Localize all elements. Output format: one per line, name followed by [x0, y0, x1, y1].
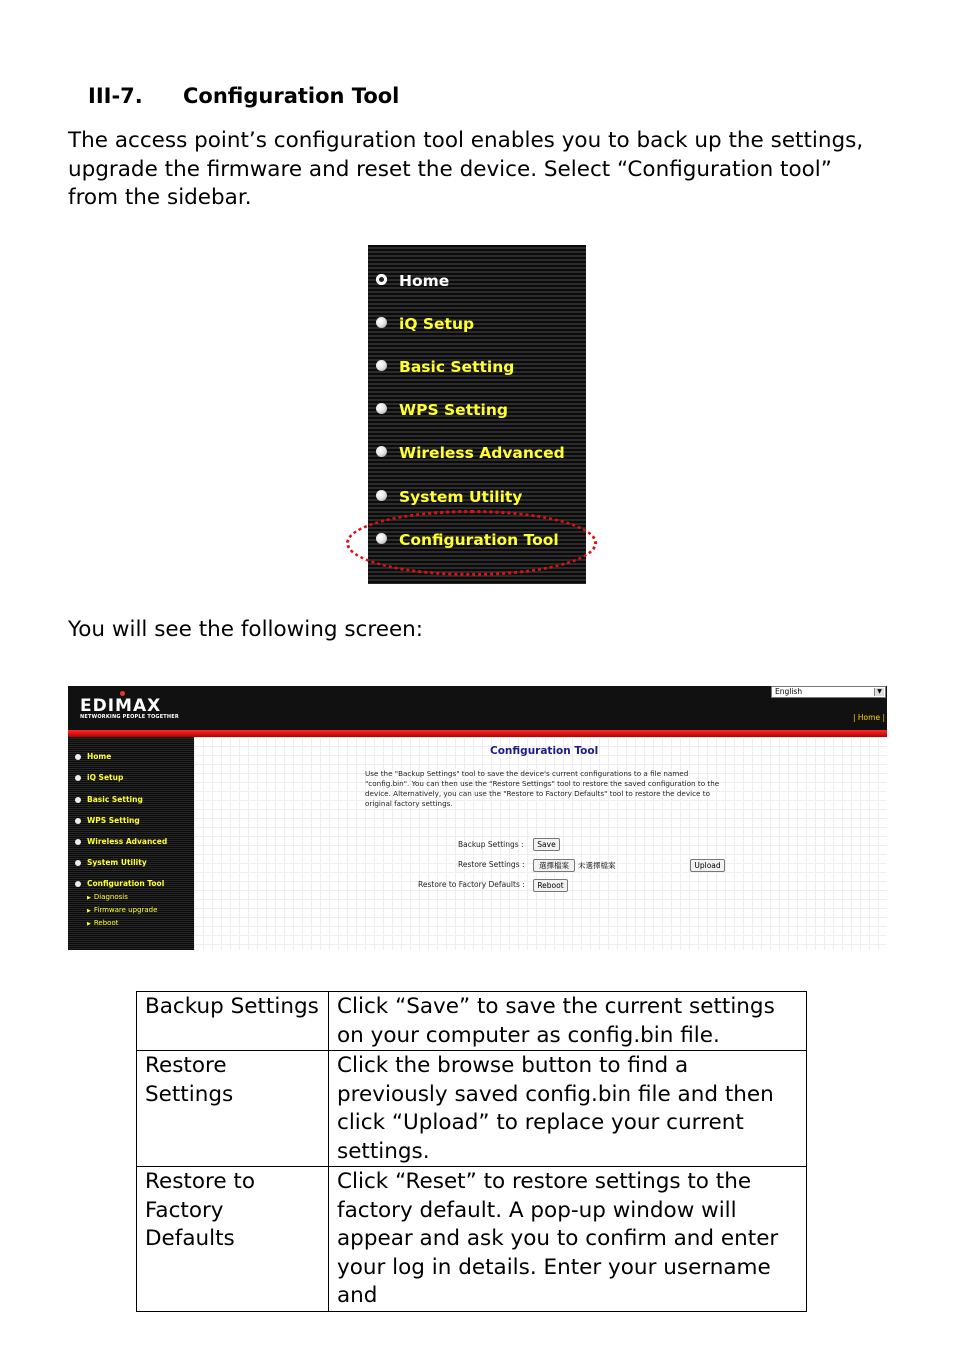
restore-settings-label: Restore Settings :: [458, 860, 525, 869]
nav-label: Configuration Tool: [87, 879, 165, 888]
table-term: Restore to Factory Defaults: [137, 1167, 329, 1312]
logo-dot-icon: [120, 691, 125, 696]
bullet-icon: [376, 446, 387, 457]
subnav-firmware-upgrade[interactable]: ▶ Firmware upgrade: [87, 906, 157, 914]
table-row: [137, 992, 807, 1051]
brand-tagline: NETWORKING PEOPLE TOGETHER: [80, 714, 179, 720]
sidebar-item-label: System Utility: [399, 488, 523, 506]
highlight-ellipse: [346, 510, 597, 576]
nav-item-wireless-advanced[interactable]: [75, 837, 167, 846]
section-number: III-7.: [88, 84, 143, 108]
nav-item-system-utility[interactable]: [75, 858, 147, 867]
nav-label: Basic Setting: [87, 795, 143, 804]
table-row: [137, 1167, 807, 1312]
factory-defaults-label: Restore to Factory Defaults :: [418, 880, 525, 889]
bullet-icon: [75, 775, 81, 781]
bullet-icon: [75, 797, 81, 803]
page-title: Configuration Tool: [490, 745, 599, 757]
nav-item-home[interactable]: [75, 752, 111, 761]
nav-label: Home: [87, 752, 112, 761]
bullet-icon: [75, 839, 81, 845]
top-bar: [68, 686, 887, 730]
upload-button[interactable]: Upload: [690, 859, 725, 872]
nav-item-configuration-tool[interactable]: [75, 879, 164, 888]
intro-paragraph: The access point’s configuration tool enables you to back up the settings, upgrade the firmware and reset the device. Select “Configuration tool” from the sidebar.: [68, 128, 864, 210]
sidebar-item-basic-setting[interactable]: [376, 355, 514, 379]
sidebar-item-label: Configuration Tool: [399, 531, 559, 549]
red-divider: [68, 730, 887, 737]
language-value: English: [775, 687, 803, 696]
language-select[interactable]: [771, 686, 886, 698]
sidebar-item-label: Home: [399, 272, 450, 290]
subnav-reboot[interactable]: ▶ Reboot: [87, 919, 118, 927]
bullet-icon: [75, 818, 81, 824]
nav-label: iQ Setup: [87, 773, 124, 782]
radio-selected-icon: [75, 881, 81, 887]
home-link[interactable]: | Home |: [853, 713, 885, 722]
nav-item-basic-setting[interactable]: [75, 795, 143, 804]
settings-table: [136, 991, 807, 1312]
sidebar-item-home[interactable]: [376, 269, 449, 293]
nav-item-iq-setup[interactable]: [75, 773, 123, 782]
save-button[interactable]: Save: [533, 838, 560, 851]
nav-label: WPS Setting: [87, 816, 140, 825]
page-description: Use the "Backup Settings" tool to save the device's current configurations to a file named "config.bin". You can then use the "Restore Settings" tool to restore the saved configuration to the device. Alternatively, you can use the "Restore to Factory Defaults" tool to restore the device to original factory settings.: [365, 769, 720, 808]
sidebar-item-label: Wireless Advanced: [399, 444, 565, 462]
reboot-button[interactable]: Reboot: [533, 879, 568, 892]
nav-label: System Utility: [87, 858, 147, 867]
sidebar-item-label: Basic Setting: [399, 358, 515, 376]
table-desc: Click “Reset” to restore settings to the factory default. A pop-up window will appear and ask you to confirm and enter your log in details. Enter your username and: [329, 1167, 807, 1312]
sidebar-item-label: WPS Setting: [399, 401, 508, 419]
bullet-icon: [75, 754, 81, 760]
sidebar-item-wireless-advanced[interactable]: [376, 441, 565, 465]
radio-selected-icon: [376, 274, 387, 285]
nav-label: Wireless Advanced: [87, 837, 168, 846]
nav-item-wps-setting[interactable]: [75, 816, 140, 825]
table-desc: Click “Save” to save the current settings on your computer as config.bin file.: [329, 992, 807, 1051]
bullet-icon: [376, 360, 387, 371]
table-desc: Click the browse button to find a previously saved config.bin file and then click “Upload” to replace your current settings.: [329, 1051, 807, 1167]
brand-logo: EDIMAX: [80, 696, 162, 716]
chevron-down-icon[interactable]: ▼: [874, 688, 884, 696]
left-nav: [68, 737, 194, 950]
bullet-icon: [376, 490, 387, 501]
browse-button[interactable]: 選擇檔案: [533, 859, 575, 872]
section-title: Configuration Tool: [183, 84, 400, 108]
bullet-icon: [75, 860, 81, 866]
table-term: Restore Settings: [137, 1051, 329, 1167]
sidebar-item-system-utility[interactable]: [376, 485, 522, 509]
table-term: Backup Settings: [137, 992, 329, 1051]
subnav-diagnosis[interactable]: ▶ Diagnosis: [87, 893, 128, 901]
bullet-icon: [376, 403, 387, 414]
bullet-icon: [376, 317, 387, 328]
table-row: [137, 1051, 807, 1167]
web-ui-screenshot: [68, 686, 887, 950]
no-file-text: 未選擇檔案: [578, 861, 616, 870]
screen-caption: You will see the following screen:: [68, 617, 424, 642]
sidebar-item-label: iQ Setup: [399, 315, 475, 333]
sidebar-item-wps-setting[interactable]: [376, 398, 508, 422]
backup-settings-label: Backup Settings :: [458, 840, 524, 849]
sidebar-item-iq-setup[interactable]: [376, 312, 474, 336]
